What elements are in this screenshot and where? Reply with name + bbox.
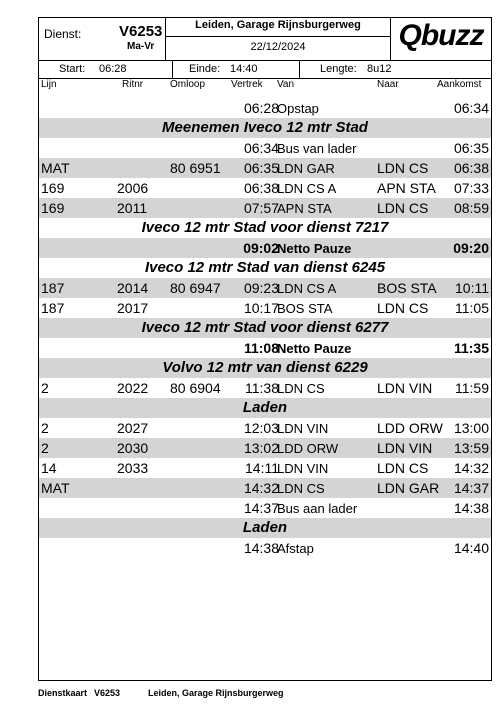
cell-lijn: 169 — [41, 180, 65, 196]
footer-label: Dienstkaart — [38, 688, 88, 698]
table-row — [39, 178, 491, 198]
header-times — [39, 61, 491, 79]
cell-van: LDN CS — [277, 481, 325, 496]
lengte-value: 8u12 — [367, 63, 392, 75]
cell-vertrek: 14:11 — [245, 460, 279, 476]
table-row — [39, 278, 491, 298]
table-row — [39, 378, 491, 398]
dienstkaart-page — [38, 17, 492, 681]
cell-vertrek: 14:32 — [243, 480, 279, 496]
section-header: Iveco 12 mtr Stad voor dienst 6277 — [39, 318, 491, 338]
start-label: Start: — [59, 63, 86, 75]
col-ritnr: Ritnr — [122, 79, 144, 90]
cell-vertrek: 09:23 — [243, 280, 279, 296]
cell-lijn: MAT — [41, 480, 70, 496]
cell-omloop: 80 6904 — [170, 380, 221, 396]
divider — [165, 36, 391, 37]
cell-aankomst: 11:35 — [453, 340, 489, 356]
cell-vertrek: 07:57 — [243, 200, 279, 216]
table-row — [39, 498, 491, 518]
einde-label: Einde: — [189, 63, 221, 75]
dienst-days: Ma-Vr — [127, 41, 155, 52]
dienst-label: Dienst: — [44, 27, 82, 41]
cell-naar: LDD ORW — [377, 420, 443, 436]
table-row — [39, 98, 491, 118]
table-row — [39, 298, 491, 318]
col-aankomst: Aankomst — [437, 79, 482, 90]
lengte-label: Lengte: — [320, 63, 357, 75]
table-row — [39, 138, 491, 158]
cell-aankomst: 14:37 — [453, 480, 489, 496]
cell-vertrek: 06:38 — [243, 180, 279, 196]
cell-lijn: 169 — [41, 200, 65, 216]
table-row — [39, 418, 491, 438]
cell-van: Opstap — [277, 101, 319, 116]
cell-van: Netto Pauze — [277, 341, 352, 356]
cell-vertrek: 06:28 — [243, 100, 279, 116]
cell-naar: LDN VIN — [377, 380, 433, 396]
cell-aankomst: 06:35 — [453, 140, 489, 156]
col-van: Van — [277, 79, 295, 90]
cell-aankomst: 10:11 — [455, 280, 489, 296]
cell-ritnr: 2017 — [117, 300, 149, 316]
section-header: Meenemen Iveco 12 mtr Stad — [39, 118, 491, 138]
section-header: Iveco 12 mtr Stad voor dienst 7217 — [39, 218, 491, 238]
cell-aankomst: 14:32 — [453, 460, 489, 476]
col-lijn: Lijn — [41, 79, 57, 90]
cell-omloop: 80 6947 — [170, 280, 221, 296]
col-omloop: Omloop — [170, 79, 206, 90]
cell-van: LDD ORW — [277, 441, 339, 456]
section-header: Laden — [39, 398, 491, 418]
cell-aankomst: 11:05 — [455, 300, 489, 316]
cell-lijn: 187 — [41, 280, 65, 296]
cell-lijn: 2 — [41, 380, 49, 396]
cell-lijn: 14 — [41, 460, 57, 476]
cell-aankomst: 08:59 — [453, 200, 489, 216]
cell-lijn: 2 — [41, 420, 49, 436]
cell-aankomst: 14:40 — [453, 540, 489, 556]
cell-van: Netto Pauze — [277, 241, 352, 256]
section-header: Volvo 12 mtr van dienst 6229 — [39, 358, 491, 378]
table-row — [39, 478, 491, 498]
cell-aankomst: 11:59 — [455, 380, 489, 396]
garage-name: Leiden, Garage Rijnsburgerweg — [195, 19, 361, 31]
table-row — [39, 438, 491, 458]
cell-naar: BOS STA — [377, 280, 437, 296]
cell-vertrek: 14:37 — [243, 500, 279, 516]
cell-van: LDN GAR — [277, 161, 335, 176]
cell-van: APN STA — [277, 201, 332, 216]
cell-ritnr: 2011 — [117, 200, 148, 216]
cell-lijn: MAT — [41, 160, 70, 176]
cell-van: LDN CS — [277, 381, 325, 396]
cell-naar: LDN CS — [377, 460, 429, 476]
cell-vertrek: 11:38 — [245, 380, 279, 396]
cell-lijn: 2 — [41, 440, 49, 456]
cell-van: LDN VIN — [277, 421, 329, 436]
cell-van: LDN CS A — [277, 281, 337, 296]
footer-garage: Leiden, Garage Rijnsburgerweg — [148, 688, 284, 698]
cell-lijn: 187 — [41, 300, 65, 316]
cell-vertrek: 06:35 — [243, 160, 279, 176]
cell-naar: LDN VIN — [377, 440, 433, 456]
col-vertrek: Vertrek — [231, 79, 263, 90]
divider — [172, 61, 173, 78]
cell-ritnr: 2014 — [117, 280, 149, 296]
pause-row — [39, 238, 491, 258]
cell-vertrek: 14:38 — [243, 540, 279, 556]
cell-ritnr: 2033 — [117, 460, 149, 476]
cell-aankomst: 14:38 — [453, 500, 489, 516]
cell-vertrek: 11:08 — [243, 340, 279, 356]
cell-vertrek: 12:03 — [243, 420, 279, 436]
cell-ritnr: 2027 — [117, 420, 149, 436]
cell-aankomst: 13:59 — [453, 440, 489, 456]
cell-van: LDN VIN — [277, 461, 329, 476]
cell-van: LDN CS A — [277, 181, 337, 196]
cell-naar: LDN CS — [377, 160, 429, 176]
table-row — [39, 458, 491, 478]
cell-vertrek: 10:17 — [243, 300, 279, 316]
cell-vertrek: 13:02 — [243, 440, 279, 456]
cell-naar: LDN CS — [377, 200, 429, 216]
cell-naar: LDN GAR — [377, 480, 440, 496]
cell-aankomst: 06:34 — [453, 100, 489, 116]
footer-dienst: V6253 — [94, 688, 121, 698]
qbuzz-logo: Qbuzz — [398, 19, 484, 52]
cell-van: Afstap — [277, 541, 314, 556]
cell-aankomst: 07:33 — [453, 180, 489, 196]
cell-aankomst: 09:20 — [453, 240, 489, 256]
cell-naar: APN STA — [377, 180, 436, 196]
pause-row — [39, 338, 491, 358]
col-naar: Naar — [377, 79, 399, 90]
start-time: 06:28 — [99, 63, 127, 75]
table-row — [39, 158, 491, 178]
cell-vertrek: 06:34 — [243, 140, 279, 156]
table-row — [39, 538, 491, 558]
cell-omloop: 80 6951 — [170, 160, 221, 176]
cell-ritnr: 2022 — [117, 380, 149, 396]
header-top — [39, 18, 491, 61]
column-headers — [39, 78, 491, 96]
section-header: Laden — [39, 518, 491, 538]
cell-van: Bus aan lader — [277, 501, 358, 516]
cell-aankomst: 06:38 — [453, 160, 489, 176]
cell-van: BOS STA — [277, 301, 333, 316]
einde-time: 14:40 — [230, 63, 258, 75]
table-row — [39, 198, 491, 218]
trip-table — [39, 98, 491, 558]
cell-aankomst: 13:00 — [453, 420, 489, 436]
cell-vertrek: 09:02 — [243, 240, 279, 256]
cell-ritnr: 2006 — [117, 180, 149, 196]
cell-ritnr: 2030 — [117, 440, 149, 456]
dienst-number: V6253 — [119, 23, 163, 40]
divider — [299, 61, 300, 78]
cell-van: Bus van lader — [277, 141, 357, 156]
service-date: 22/12/2024 — [250, 41, 306, 53]
section-header: Iveco 12 mtr Stad van dienst 6245 — [39, 258, 491, 278]
cell-naar: LDN CS — [377, 300, 429, 316]
